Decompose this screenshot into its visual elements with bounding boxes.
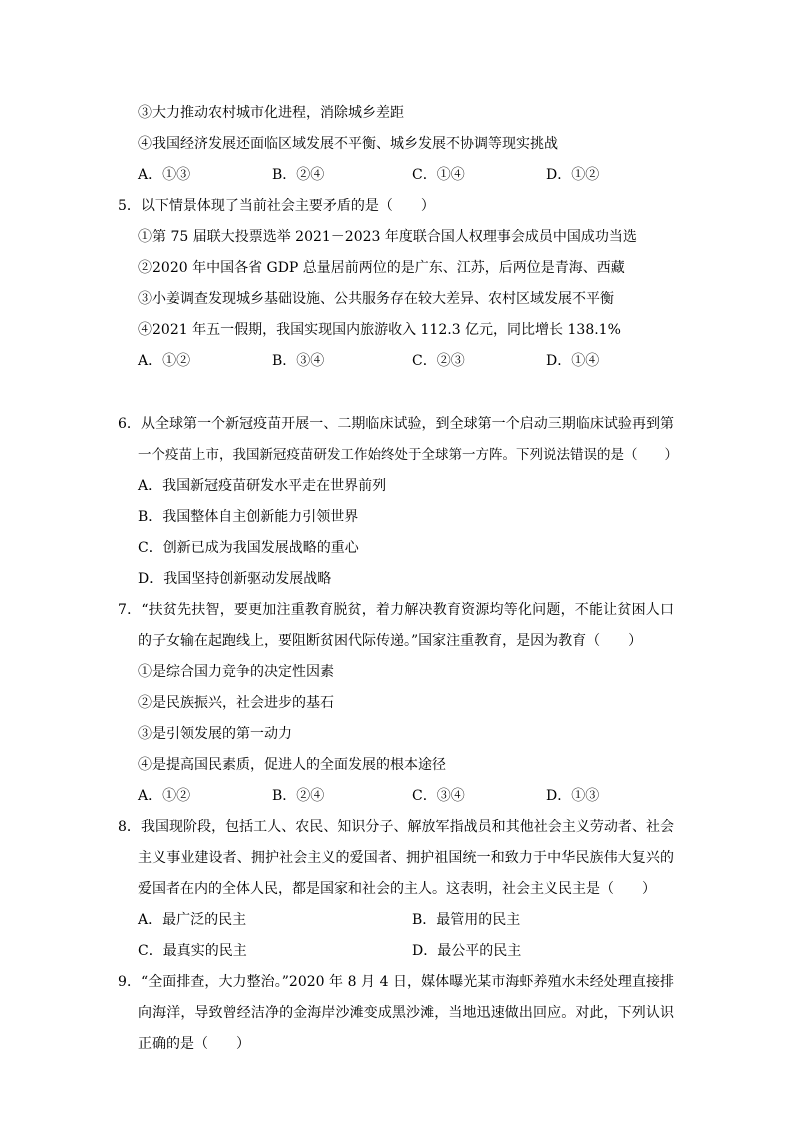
q7-stem-line-1: 7．“扶贫先扶智，要更加注重教育脱贫，着力解决教育资源均等化问题，不能让贫困人口: [118, 602, 674, 618]
q6-option-b: B．我国整体自主创新能力引领世界: [138, 509, 359, 525]
q7-option-d: D．①③: [546, 788, 600, 804]
q6-option-a: A．我国新冠疫苗研发水平走在世界前列: [138, 478, 387, 494]
q5-stem: 5．以下情景体现了当前社会主要矛盾的是（ ）: [118, 198, 435, 214]
q9-stem-line-1: 9．“全面排查，大力整治。”2020 年 8 月 4 日，媒体曝光某市海虾养殖水未经处理直接排: [118, 974, 674, 990]
q7-stem-line-2: 的子女输在起跑线上，要阻断贫困代际传递。”国家注重教育，是因为教育（ ）: [138, 633, 643, 649]
q5-item-1: ①第 75 届联大投票选举 2021－2023 年度联合国人权理事会成员中国成功当选: [138, 229, 637, 245]
q8-option-a: A．最广泛的民主: [138, 912, 247, 928]
q4-option-c: C．①④: [412, 167, 465, 183]
q9-stem-line-3: 正确的是（ ）: [138, 1036, 250, 1052]
q7-option-b: B．②④: [272, 788, 325, 804]
q5-item-2: ②2020 年中国各省 GDP 总量居前两位的是广东、江苏，后两位是青海、西藏: [138, 260, 625, 276]
q6-stem-line-2: 一个疫苗上市，我国新冠疫苗研发工作始终处于全球第一方阵。下列说法错误的是（ ）: [138, 447, 678, 463]
q8-option-c: C．最真实的民主: [138, 943, 247, 959]
q4-item-4: ④我国经济发展还面临区域发展不平衡、城乡发展不协调等现实挑战: [138, 136, 558, 152]
q8-stem-line-1: 8．我国现阶段，包括工人、农民、知识分子、解放军指战员和其他社会主义劳动者、社会: [118, 819, 674, 835]
q5-item-3: ③小姜调查发现城乡基础设施、公共服务存在较大差异、农村区域发展不平衡: [138, 291, 614, 307]
q7-item-2: ②是民族振兴，社会进步的基石: [138, 695, 334, 711]
q6-option-c: C．创新已成为我国发展战略的重心: [138, 540, 359, 556]
q4-item-3: ③大力推动农村城市化进程，消除城乡差距: [138, 105, 404, 121]
q8-option-b: B．最管用的民主: [412, 912, 521, 928]
q6-stem-line-1: 6．从全球第一个新冠疫苗开展一、二期临床试验，到全球第一个启动三期临床试验再到第: [118, 416, 674, 432]
q6-option-d: D．我国坚持创新驱动发展战略: [138, 571, 332, 587]
q7-item-4: ④是提高国民素质，促进人的全面发展的根本途径: [138, 757, 446, 773]
q7-item-3: ③是引领发展的第一动力: [138, 726, 292, 742]
q5-option-a: A．①②: [138, 353, 191, 369]
q7-option-c: C．③④: [412, 788, 465, 804]
q7-item-1: ①是综合国力竞争的决定性因素: [138, 664, 334, 680]
q9-stem-line-2: 向海洋，导致曾经洁净的金海岸沙滩变成黑沙滩，当地迅速做出回应。对此，下列认识: [138, 1005, 674, 1021]
q8-stem-line-3: 爱国者在内的全体人民，都是国家和社会的主人。这表明，社会主义民主是（ ）: [138, 881, 656, 897]
q4-option-a: A．①③: [138, 167, 191, 183]
q7-option-a: A．①②: [138, 788, 191, 804]
q5-option-d: D．①④: [546, 353, 600, 369]
q8-stem-line-2: 主义事业建设者、拥护社会主义的爱国者、拥护祖国统一和致力于中华民族伟大复兴的: [138, 850, 674, 866]
q4-option-b: B．②④: [272, 167, 325, 183]
q8-option-d: D．最公平的民主: [412, 943, 522, 959]
q5-option-c: C．②③: [412, 353, 465, 369]
q5-item-4: ④2021 年五一假期，我国实现国内旅游收入 112.3 亿元，同比增长 138.1%: [138, 322, 621, 338]
q5-option-b: B．③④: [272, 353, 325, 369]
q4-option-d: D．①②: [546, 167, 600, 183]
